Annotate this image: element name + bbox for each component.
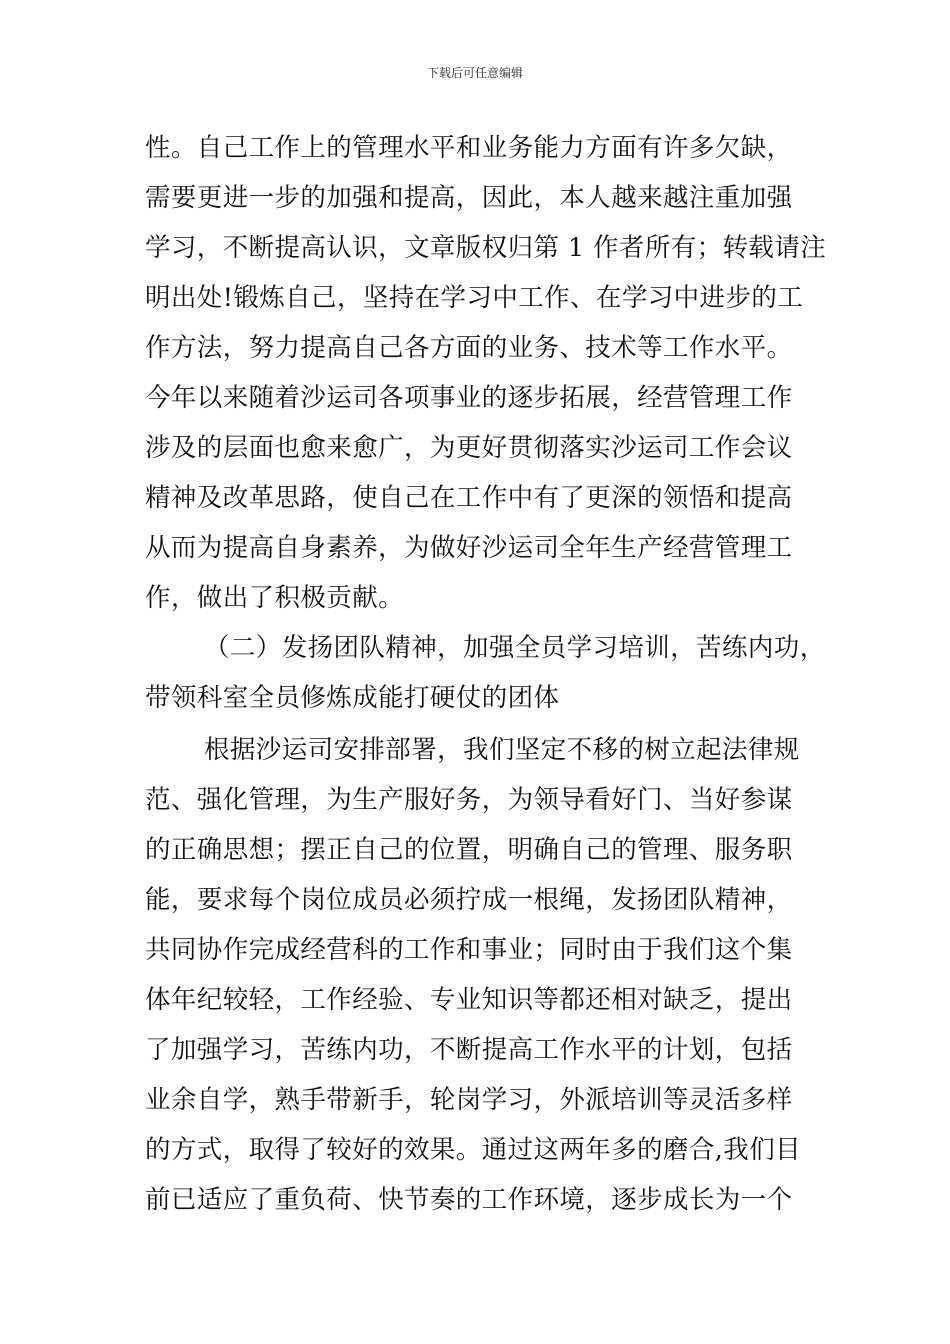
text-line: 前已适应了重负荷、快节奏的工作环境，逐步成长为一个	[145, 1185, 793, 1215]
text-line: 学习，不断提高认识，文章版权归第 1 作者所有；转载请注	[145, 233, 827, 263]
text-line: 涉及的层面也愈来愈广，为更好贯彻落实沙运司工作会议	[145, 433, 793, 463]
page-header: 下载后可任意编辑	[426, 66, 523, 80]
text-line: 性。自己工作上的管理水平和业务能力方面有许多欠缺，	[145, 133, 793, 163]
text-line: 业余自学，熟手带新手，轮岗学习，外派培训等灵活多样	[145, 1085, 793, 1115]
text-line: 作，做出了积极贡献。	[145, 583, 405, 613]
text-line: 需要更进一步的加强和提高，因此，本人越来越注重加强	[145, 183, 793, 213]
text-line: 精神及改革思路，使自己在工作中有了更深的领悟和提高	[145, 483, 793, 513]
text-line: 从而为提高自身素养，为做好沙运司全年生产经营管理工	[145, 533, 793, 563]
section-heading-line: 带领科室全员修炼成能打硬仗的团体	[145, 683, 560, 713]
text-line: 共同协作完成经营科的工作和事业；同时由于我们这个集	[145, 935, 793, 965]
text-line: 的正确思想；摆正自己的位置，明确自己的管理、服务职	[145, 835, 793, 865]
section-heading-line: （二）发扬团队精神，加强全员学习培训，苦练内功，	[204, 633, 826, 663]
text-line: 根据沙运司安排部署，我们坚定不移的树立起法律规	[204, 735, 800, 765]
text-line: 今年以来随着沙运司各项事业的逐步拓展，经营管理工作	[145, 383, 793, 413]
text-line: 明出处!锻炼自己，坚持在学习中工作、在学习中进步的工	[145, 283, 804, 313]
text-line: 体年纪较轻，工作经验、专业知识等都还相对缺乏，提出	[145, 985, 793, 1015]
text-line: 作方法，努力提高自己各方面的业务、技术等工作水平。	[145, 333, 793, 363]
text-line: 的方式，取得了较好的效果。通过这两年多的磨合,我们目	[145, 1135, 802, 1165]
text-line: 了加强学习，苦练内功，不断提高工作水平的计划，包括	[145, 1035, 793, 1065]
text-line: 范、强化管理，为生产服好务，为领导看好门、当好参谋	[145, 785, 793, 815]
text-line: 能，要求每个岗位成员必须拧成一根绳，发扬团队精神，	[145, 885, 793, 915]
